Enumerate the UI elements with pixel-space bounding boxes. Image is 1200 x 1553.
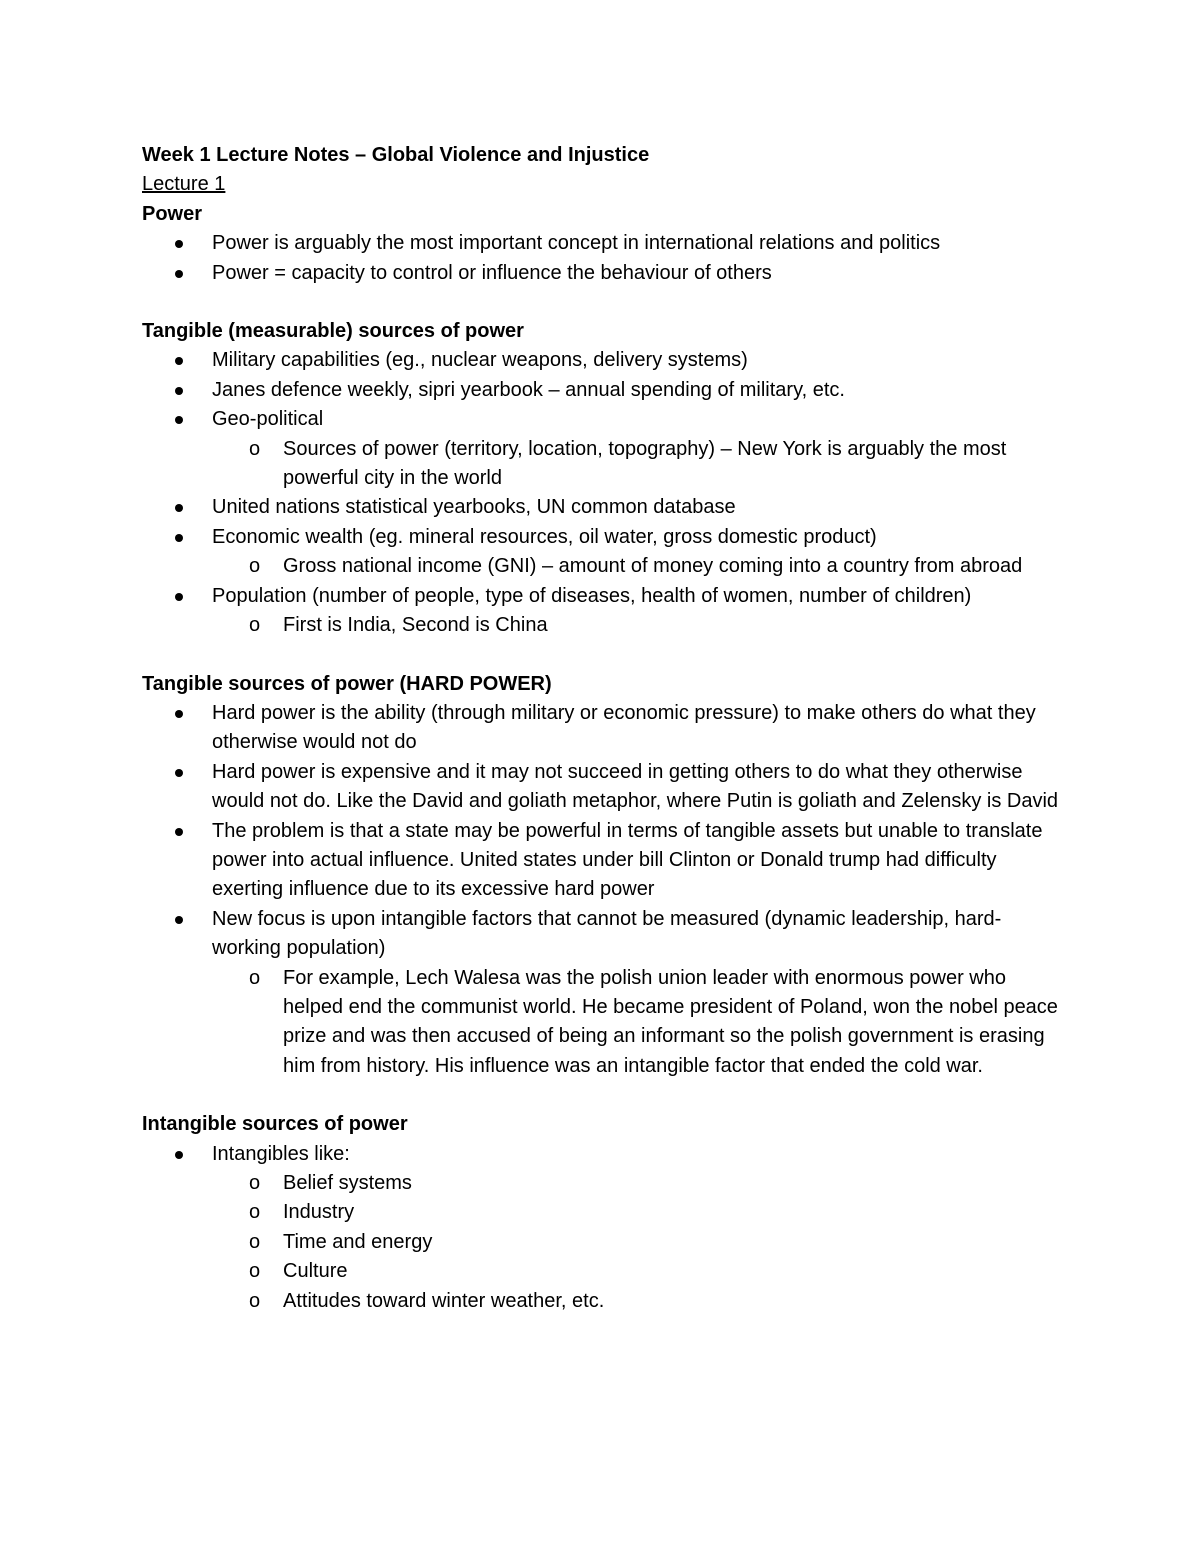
sub-list	[212, 611, 1062, 640]
circle-bullet-icon: o	[249, 555, 261, 578]
sub-list	[212, 1169, 1062, 1316]
list-item: Population (number of people, type of diseases, health of women, number of children) o First is India, Second is China	[142, 582, 1062, 641]
circle-bullet-icon: o	[249, 1230, 261, 1253]
hard-power-list	[142, 699, 1062, 1081]
section-heading-intangible: Intangible sources of power	[142, 1113, 408, 1136]
document-title: Week 1 Lecture Notes – Global Violence and Injustice	[142, 144, 650, 166]
bullet-icon	[175, 534, 183, 542]
circle-bullet-icon: o	[249, 1289, 261, 1312]
sub-list-item: o Time and energy	[212, 1228, 1062, 1257]
circle-bullet-icon: o	[249, 614, 261, 637]
intangible-list	[142, 1140, 1062, 1316]
bullet-icon	[175, 710, 183, 718]
list-item: The problem is that a state may be powerful in terms of tangible assets but unable to translate power into actual influence. United states under bill Clinton or Donald trump had difficulty exerting influence due to its excessive hard power	[142, 817, 1062, 905]
bullet-icon	[175, 240, 183, 248]
circle-bullet-icon: o	[249, 1260, 261, 1283]
sub-list	[212, 435, 1062, 494]
circle-bullet-icon: o	[249, 966, 261, 989]
bullet-icon	[175, 828, 183, 836]
document-page	[142, 141, 1062, 1316]
sub-list-item: o Attitudes toward winter weather, etc.	[212, 1287, 1062, 1316]
list-item: Intangibles like: o Belief systems o Industry o Time and energy o Culture o Attitudes toward winter weather, etc.	[142, 1140, 1062, 1316]
bullet-icon	[175, 916, 183, 924]
bullet-icon	[175, 593, 183, 601]
list-item: Janes defence weekly, sipri yearbook – annual spending of military, etc.	[142, 376, 1062, 405]
circle-bullet-icon: o	[249, 1172, 261, 1194]
sub-list-item: o Belief systems	[212, 1169, 1062, 1198]
sub-list	[212, 964, 1062, 1082]
sub-list-item: o Gross national income (GNI) – amount of money coming into a country from abroad	[212, 552, 1062, 581]
bullet-icon	[175, 769, 183, 777]
list-item: Hard power is the ability (through military or economic pressure) to make others do what they otherwise would not do	[142, 699, 1062, 758]
bullet-icon	[175, 270, 183, 278]
section-heading-power: Power	[142, 202, 203, 225]
list-item: Military capabilities (eg., nuclear weapons, delivery systems)	[142, 346, 1062, 375]
section-heading-tangible-measurable: Tangible (measurable) sources of power	[142, 320, 524, 343]
sub-list-item: o Sources of power (territory, location, topography) – New York is arguably the most powerful city in the world	[212, 435, 1062, 494]
bullet-icon	[175, 1151, 183, 1159]
sub-list-item: o Industry	[212, 1198, 1062, 1227]
bullet-icon	[175, 504, 183, 512]
power-list	[142, 229, 1062, 288]
bullet-icon	[175, 387, 183, 395]
list-item: Power is arguably the most important concept in international relations and politics	[142, 229, 1062, 258]
list-item: United nations statistical yearbooks, UN common database	[142, 493, 1062, 522]
list-item: New focus is upon intangible factors that cannot be measured (dynamic leadership, hard-working population) o For example, Lech Walesa was the polish union leader with enormous power who helped end the communist world. He became president of Poland, won the nobel peace prize and was then accused of being an informant so the polish government is erasing him from history. His influence was an intangible factor that ended the cold war.	[142, 905, 1062, 1081]
list-item: Geo-political o Sources of power (territory, location, topography) – New York is arguably the most powerful city in the world	[142, 405, 1062, 493]
circle-bullet-icon: o	[249, 437, 261, 460]
list-item: Power = capacity to control or influence the behaviour of others	[142, 259, 1062, 288]
sub-list	[212, 552, 1062, 581]
sub-list-item: o For example, Lech Walesa was the polish union leader with enormous power who helped end the communist world. He became president of Poland, won the nobel peace prize and was then accused of being an informant so the polish government is erasing him from history. His influence was an intangible factor that ended the cold war.	[212, 964, 1062, 1082]
list-item: Economic wealth (eg. mineral resources, oil water, gross domestic product) o Gross national income (GNI) – amount of money coming into a country from abroad	[142, 523, 1062, 582]
section-heading-hard-power: Tangible sources of power (HARD POWER)	[142, 672, 552, 695]
sub-list-item: o Culture	[212, 1257, 1062, 1286]
tangible-measurable-list	[142, 346, 1062, 640]
bullet-icon	[175, 416, 183, 424]
circle-bullet-icon: o	[249, 1201, 261, 1224]
lecture-label: Lecture 1	[142, 173, 226, 196]
list-item: Hard power is expensive and it may not succeed in getting others to do what they otherwise would not do. Like the David and goliath metaphor, where Putin is goliath and Zelensky is David	[142, 758, 1062, 817]
bullet-icon	[175, 357, 183, 365]
sub-list-item: o First is India, Second is China	[212, 611, 1062, 640]
